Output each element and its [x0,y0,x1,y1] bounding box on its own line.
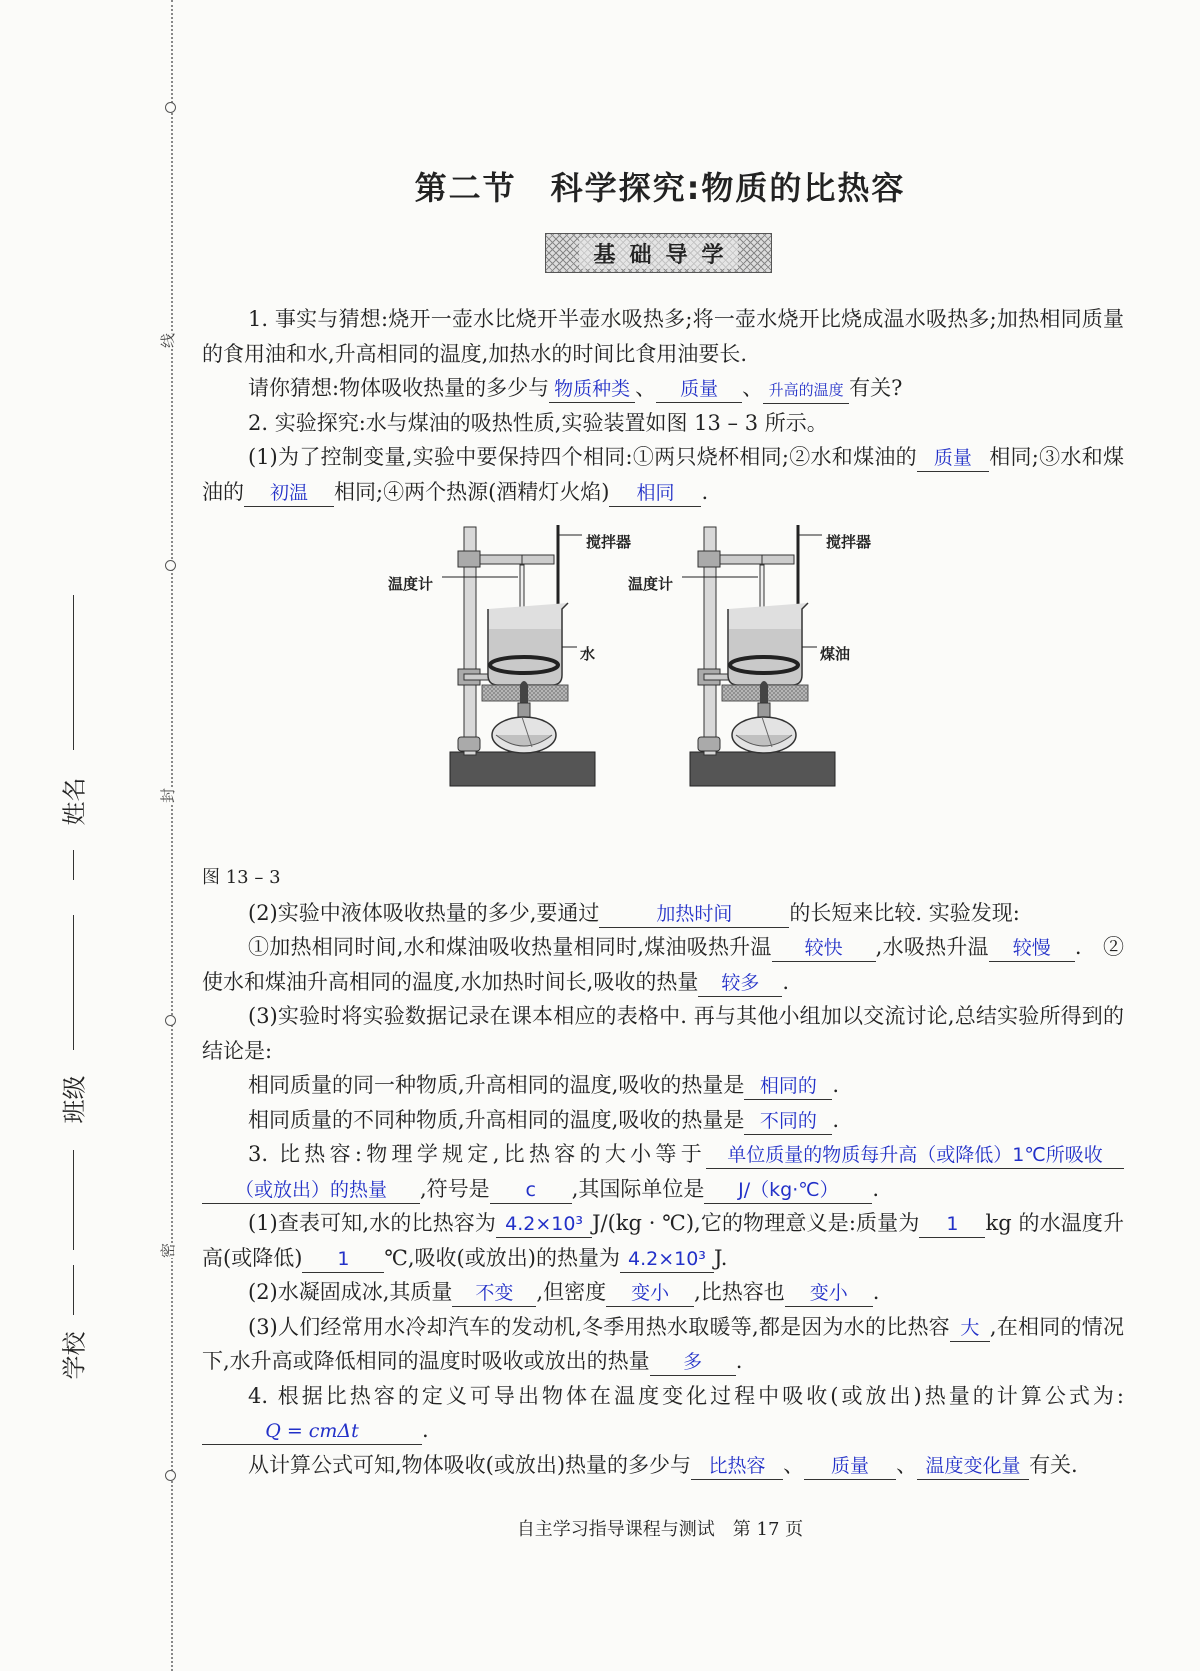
answer-blank: 初温 [244,480,334,507]
label-thermometer-left: 温度计 [388,575,434,593]
answer-blank: 变小 [785,1280,873,1307]
text: . [422,1418,429,1442]
answer-blank: c [490,1177,572,1204]
label-thermometer-right: 温度计 [628,575,674,593]
q1-text: 1. 事实与猜想:烧开一壶水比烧开半壶水吸热多;将一壶水烧开比烧成温水吸热多;加热相同质量的食用油和水,升高相同的温度,加热水的时间比食用油要长. [202,307,1124,366]
worksheet-body [202,302,1124,1482]
text: . [735,1349,743,1373]
label-kerosene: 煤油 [820,645,851,663]
text: 相同质量的同一种物质,升高相同的温度,吸收的热量是 [248,1073,745,1097]
text: (2)水凝固成冰,其质量 [248,1280,453,1304]
answer-blank: 较快 [772,935,876,962]
separator: 、 [635,376,657,400]
binding-dotted-line [171,0,173,1671]
answer-blank: 单位质量的物质每升高（或降低）1℃所吸收 [706,1142,1124,1169]
text: 相同质量的不同种物质,升高相同的温度,吸收的热量是 [248,1107,745,1132]
answer-formula: Q = cmΔt [202,1418,422,1445]
figure-13-3 [202,517,1124,857]
page-footer: 自主学习指导课程与测试 第 17 页 [516,1519,804,1540]
label-water: 水 [580,645,596,663]
text: (3)人们经常用水冷却汽车的发动机,冬季用热水取暖等,都是因为水的比热容 [248,1314,950,1339]
answer-blank: 温度变化量 [917,1453,1029,1480]
answer-blank: 4.2×10³ [496,1211,592,1238]
q2-part3: (3)实验时将实验数据记录在课本相应的表格中. 再与其他小组加以交流讨论,总结实验所得到的结论是: [202,1004,1124,1063]
answer-blank: 1 [919,1211,985,1238]
field-line-school[interactable] [73,1265,74,1315]
margin-char-seal: 封 [159,787,178,804]
field-label-class: 班级 [60,1075,89,1124]
field-line-name[interactable] [73,595,74,750]
binding-circle [165,102,176,113]
field-label-school: 学校 [60,1331,89,1380]
answer-blank: 质量 [656,376,742,403]
q3-part2 [202,1275,1124,1310]
answer-blank: 比热容 [691,1453,783,1480]
text: . ②使水和煤油升高相同的温度,水加热时间长,吸收的热量 [202,935,1124,994]
answer-blank: 质量 [804,1453,896,1480]
answer-blank: 相同的 [744,1073,832,1100]
answer-blank: 1 [302,1246,384,1273]
text: ①加热相同时间,水和煤油吸收热量相同时,煤油吸热升温 [248,935,772,959]
answer-blank: 加热时间 [599,901,789,928]
answer-blank: 大 [950,1315,990,1342]
answer-blank: 不变 [452,1280,536,1307]
q4-factors [202,1448,1124,1483]
answer-blank: 4.2×10³ [620,1246,714,1273]
q3-part3 [202,1310,1124,1379]
left-apparatus [442,525,595,786]
answer-blank: 较多 [698,970,782,997]
text: ,在相同的情况下,水升高或降低相同的温度时吸收或放出的热量 [202,1314,1124,1373]
text: kg 的水温度升高(或降低) [202,1211,1125,1270]
text: ,其国际单位是 [571,1176,705,1201]
field-line-name-end [73,850,74,880]
binding-circle [165,1470,176,1481]
text: (2)实验中液体吸收热量的多少,要通过 [248,900,600,925]
field-line-class-end [73,1150,74,1250]
text: 有关. [1029,1452,1078,1477]
margin-char-line: 线 [159,332,178,349]
answer-blank: 质量 [917,445,989,472]
q2-part1 [202,440,1124,509]
text: 4. 根据比热容的定义可导出物体在温度变化过程中吸收(或放出)热量的计算公式为: [248,1383,1124,1408]
q3-part1 [202,1206,1124,1275]
text: 3. 比热容:物理学规定,比热容的大小等于 [248,1142,706,1166]
text: . [832,1073,840,1097]
label-stirrer-left: 搅拌器 [586,533,632,551]
text: J. [713,1245,728,1270]
margin-char-secret: 密 [159,1242,178,1259]
section-title: 第二节 科学探究:物质的比热容 [414,169,906,207]
banner-text: 基础导学 [579,238,737,269]
text: . [832,1107,840,1132]
q1-guess-prefix: 请你猜想:物体吸收热量的多少与 [248,376,550,400]
q2-part2-findings [202,930,1124,999]
q3-definition [202,1137,1124,1206]
q1-guess [202,371,1124,406]
separator: 、 [896,1452,918,1477]
text: . [872,1280,880,1304]
q2-conclusion-different [202,1103,1124,1138]
answer-blank: 不同的 [744,1108,832,1135]
answer-blank: 物质种类 [549,376,635,403]
separator: 、 [742,376,764,400]
right-apparatus [682,525,835,786]
answer-blank: 相同 [609,480,701,507]
text: 从计算公式可知,物体吸收(或放出)热量的多少与 [248,1452,692,1477]
q2-intro: 2. 实验探究:水与煤油的吸热性质,实验装置如图 13 – 3 所示。 [248,410,828,435]
binding-circle [165,560,176,571]
answer-blank: 升高的温度 [763,377,849,404]
answer-blank: 较慢 [989,935,1075,962]
binding-circle [165,1015,176,1026]
text: 相同;③水和煤油的 [202,445,1124,504]
text: . [701,479,709,504]
separator: 、 [783,1452,805,1477]
q2-conclusion-same [202,1068,1124,1103]
q1-guess-suffix: 有关? [849,376,903,400]
text: ,比热容也 [694,1280,785,1304]
text: J/(kg · ℃),它的物理意义是:质量为 [592,1211,920,1235]
section-banner [545,233,772,273]
text: 相同;④两个热源(酒精灯火焰) [334,479,610,504]
q2-part2 [202,896,1124,931]
answer-blank: （或放出）的热量 [202,1177,420,1204]
text: ,符号是 [420,1176,490,1201]
text: ,但密度 [536,1280,607,1304]
text: 的长短来比较. 实验发现: [789,900,1020,925]
text: (1)为了控制变量,实验中要保持四个相同:①两只烧杯相同;②水和煤油的 [248,445,917,469]
text: ℃,吸收(或放出)的热量为 [384,1245,620,1270]
field-line-class[interactable] [73,915,74,1050]
answer-blank: 变小 [606,1280,694,1307]
answer-blank: 多 [650,1349,736,1376]
text: . [782,969,790,994]
text: ,水吸热升温 [875,935,989,959]
label-stirrer-right: 搅拌器 [826,533,872,551]
text: . [872,1176,880,1201]
answer-blank: J/（kg·℃） [704,1177,872,1204]
q4-formula [202,1379,1124,1448]
field-label-name: 姓名 [60,777,89,826]
text: (1)查表可知,水的比热容为 [248,1211,497,1235]
figure-caption: 图 13 – 3 [202,867,281,888]
